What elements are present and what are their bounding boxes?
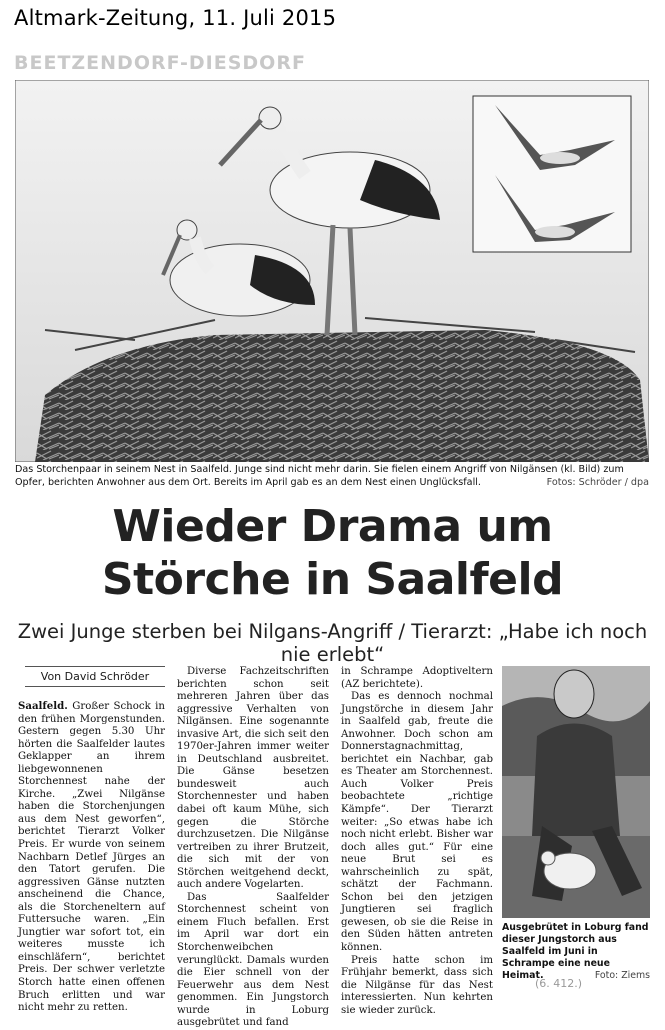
article-column-1 (18, 700, 165, 1015)
side-caption-text: Ausgebrütet in Loburg fand dieser Jungstorch aus Saalfeld im Juni in Schrampe eine neue Heimat. (502, 922, 649, 981)
photo-caption-text: Das Storchenpaar in seinem Nest in Saalfeld. Junge sind nicht mehr darin. Sie fielen einem Angriff von Nilgänsen (kl. Bild) zum Opfer, berichten Anwohner aus dem Ort. Bereits im April gab es an dem Nest einen Unglücksfall. (15, 464, 624, 488)
photo-credit: Fotos: Schröder / dpa (546, 476, 649, 488)
byline: Von David Schröder (25, 666, 165, 687)
headline-line-1: Wieder Drama um (112, 501, 553, 552)
headline-line-2: Störche in Saalfeld (101, 554, 564, 605)
newspaper-source-date: Altmark-Zeitung, 11. Juli 2015 (14, 6, 337, 30)
vet-with-stork-photo (502, 666, 650, 918)
stork-nest-photo (15, 80, 649, 462)
subheadline: Zwei Junge sterben bei Nilgans-Angriff / Tierarzt: „Habe ich noch nie erlebt“ (17, 620, 648, 666)
col3-paragraph-1: Das es dennoch nochmal Jungstörche in diesem Jahr in Saalfeld gab, freute die Anwohner. Doch schon am Donnerstagnachmittag, berichtet ein Nachbar, gab es Theater am Storchennest. Auch Volker Preis beobachtete „richtige Kämpfe“. Der Tierarzt weiter: „So etwas habe ich noch nicht erlebt. Bisher war doch alles gut.“ Für eine neue Brut sei es wahrscheinlich zu spät, schätzt der Fachmann. Schon bei den jetzigen Jungtieren sei fraglich gewesen, ob sie die Reise in den Süden hätten antreten können. (341, 691, 493, 954)
col3-paragraph-0: in Schrampe Adoptiveltern (AZ berichtete). (341, 666, 493, 690)
col3-paragraph-2: Preis hatte schon im Frühjahr bemerkt, dass sich die Nilgänse für das Nest interessierten. Nun kehrten sie wieder zurück. (341, 954, 493, 1016)
side-photo-credit: Foto: Ziems (594, 970, 650, 981)
side-photo-caption (502, 922, 650, 982)
handwritten-note: (6. 412.) (535, 977, 583, 990)
dateline: Saalfeld. (18, 700, 68, 712)
headline (0, 500, 665, 606)
section-header: BEETZENDORF-DIESDORF (14, 52, 306, 74)
article-column-2 (177, 666, 329, 1030)
col1-paragraph-1: Großer Schock in den frühen Morgenstunden. Gestern gegen 5.30 Uhr hörten die Saalfelder lautes Geklapper an ihrem liebgewonnenen Storchennest nahe der Kirche. „Zwei Nilgänse haben die Storchenjungen aus dem Nest geworfen“, berichtet Tierarzt Volker Preis. Er wurde von seinem Nachbarn Detlef Jürges an den Tatort gerufen. Die aggressiven Gänse nutzten anscheinend die Chance, als die Storcheneltern auf Futtersuche waren. „Ein Jungtier war sofort tot, ein weiteres musste ich einschläfern“, berichtet Preis. Der schwer verletzte Storch hatte einen offenen Bruch erlitten und war nicht mehr zu retten. (18, 701, 165, 1014)
col2-paragraph-1: Diverse Fachzeitschriften berichten schon seit mehreren Jahren über das aggressive Verhalten von Nilgänsen. Eine sogenannte invasive Art, die sich seit den 1970er-Jahren immer weiter in Deutschland ausbreitet. Die Gänse besetzen bundesweit auch Storchennester und haben dabei oft kaum Mühe, sich gegen die Störche durchzusetzen. Die Nilgänse vertreiben zu ihrer Brutzeit, die sich mit der von Störchen weitgehend deckt, auch andere Vogelarten. (177, 666, 329, 891)
photo-caption (15, 464, 649, 489)
col2-paragraph-2: Das Saalfelder Storchennest scheint von einem Fluch befallen. Erst im April war dort ein Storchenweibchen verunglückt. Damals wurden die Eier schnell von der Feuerwehr aus dem Nest genommen. Ein Jungstorch wurde in Loburg ausgebrütet und fand (177, 891, 329, 1029)
article-column-3 (341, 666, 493, 1017)
